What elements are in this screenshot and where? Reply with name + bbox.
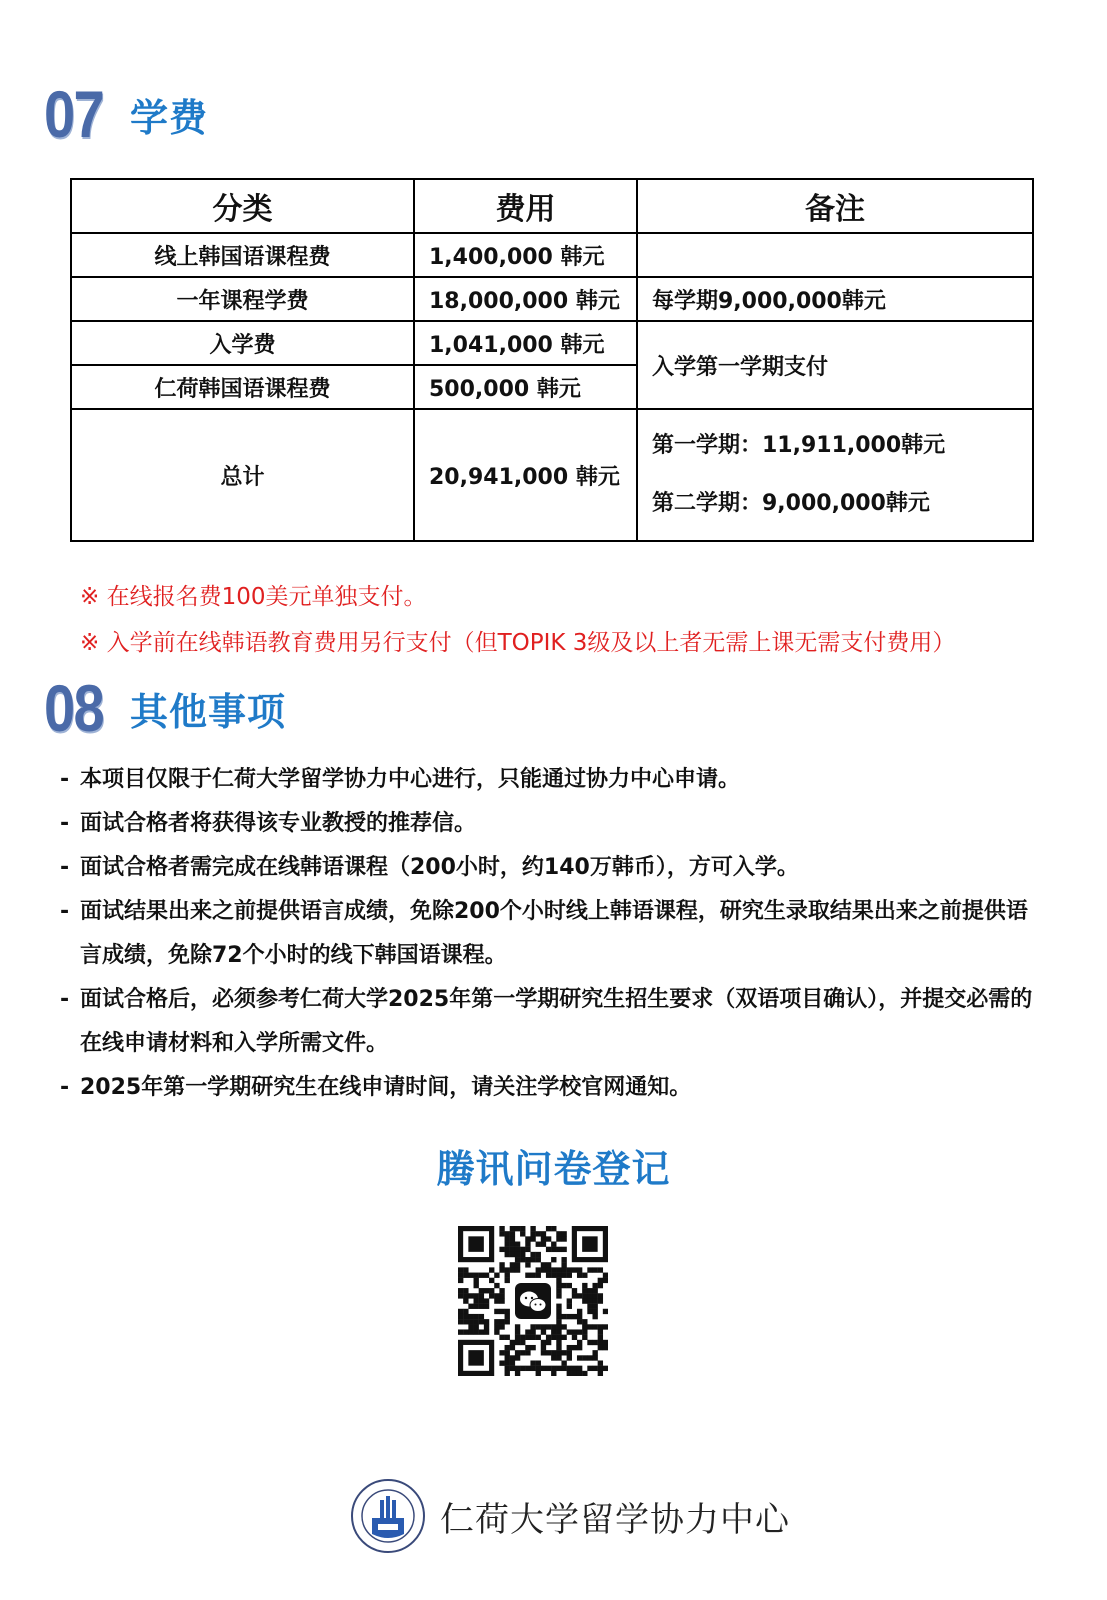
amount-cell: 1,041,000 韩元 <box>414 321 637 365</box>
warning-note: ※ 在线报名费100美元单独支付。 <box>80 584 427 610</box>
qr-title: 腾讯问卷登记 <box>436 1147 671 1191</box>
list-item: - 面试合格者需完成在线韩语课程（200小时，约140万韩币），方可入学。 <box>56 846 1046 890</box>
list-item: - 面试合格后，必须参考仁荷大学2025年第一学期研究生招生要求（双语项目确认），并提交必需的在线申请材料和入学所需文件。 <box>56 978 1046 1066</box>
section-number: 08 <box>44 671 104 745</box>
note-cell: 每学期9,000,000韩元 <box>637 277 1033 321</box>
wechat-icon <box>515 1283 551 1319</box>
category-cell: 入学费 <box>71 321 414 365</box>
section-heading-other <box>44 670 286 746</box>
table-header-cell: 费用 <box>414 179 637 233</box>
semester-note: 第一学期：11,911,000韩元 <box>652 433 946 458</box>
category-cell: 一年课程学费 <box>71 277 414 321</box>
table-row <box>71 321 1033 365</box>
list-item: - 面试结果出来之前提供语言成绩，免除200个小时线上韩语课程，研究生录取结果出来之前提供语言成绩，免除72个小时的线下韩国语课程。 <box>56 890 1046 978</box>
amount-cell: 18,000,000 韩元 <box>414 277 637 321</box>
amount-cell: 1,400,000 韩元 <box>414 233 637 277</box>
note-cell <box>637 233 1033 277</box>
table-header-cell: 备注 <box>637 179 1033 233</box>
semester-note: 第二学期：9,000,000韩元 <box>652 491 930 516</box>
warning-note: ※ 入学前在线韩语教育费用另行支付（但TOPIK 3级及以上者无需上课无需支付费用） <box>80 630 956 656</box>
footer-org-name: 仁荷大学留学协力中心 <box>440 1499 790 1540</box>
amount-cell: 500,000 韩元 <box>414 365 637 409</box>
table-header-row <box>71 179 1033 233</box>
section-title: 其他事项 <box>130 689 287 734</box>
list-item: - 本项目仅限于仁荷大学留学协力中心进行，只能通过协力中心申请。 <box>56 758 1046 802</box>
fee-table <box>70 178 1034 542</box>
section-heading-fees <box>44 76 208 152</box>
qr-code[interactable] <box>458 1226 608 1376</box>
university-seal-icon <box>350 1478 426 1554</box>
total-amount-cell: 20,941,000 韩元 <box>414 409 637 541</box>
footer <box>350 1478 790 1554</box>
list-item: - 2025年第一学期研究生在线申请时间，请关注学校官网通知。 <box>56 1066 1046 1110</box>
list-item: - 面试合格者将获得该专业教授的推荐信。 <box>56 802 1046 846</box>
table-header-cell: 分类 <box>71 179 414 233</box>
section-number: 07 <box>44 77 104 151</box>
total-label-cell: 总计 <box>71 409 414 541</box>
other-items-list <box>56 758 1046 1110</box>
table-row <box>71 277 1033 321</box>
section-title: 学费 <box>130 95 209 140</box>
table-row <box>71 233 1033 277</box>
category-cell: 仁荷韩国语课程费 <box>71 365 414 409</box>
table-total-row <box>71 409 1033 541</box>
total-note-cell <box>637 409 1033 541</box>
note-cell: 入学第一学期支付 <box>637 321 1033 409</box>
category-cell: 线上韩国语课程费 <box>71 233 414 277</box>
